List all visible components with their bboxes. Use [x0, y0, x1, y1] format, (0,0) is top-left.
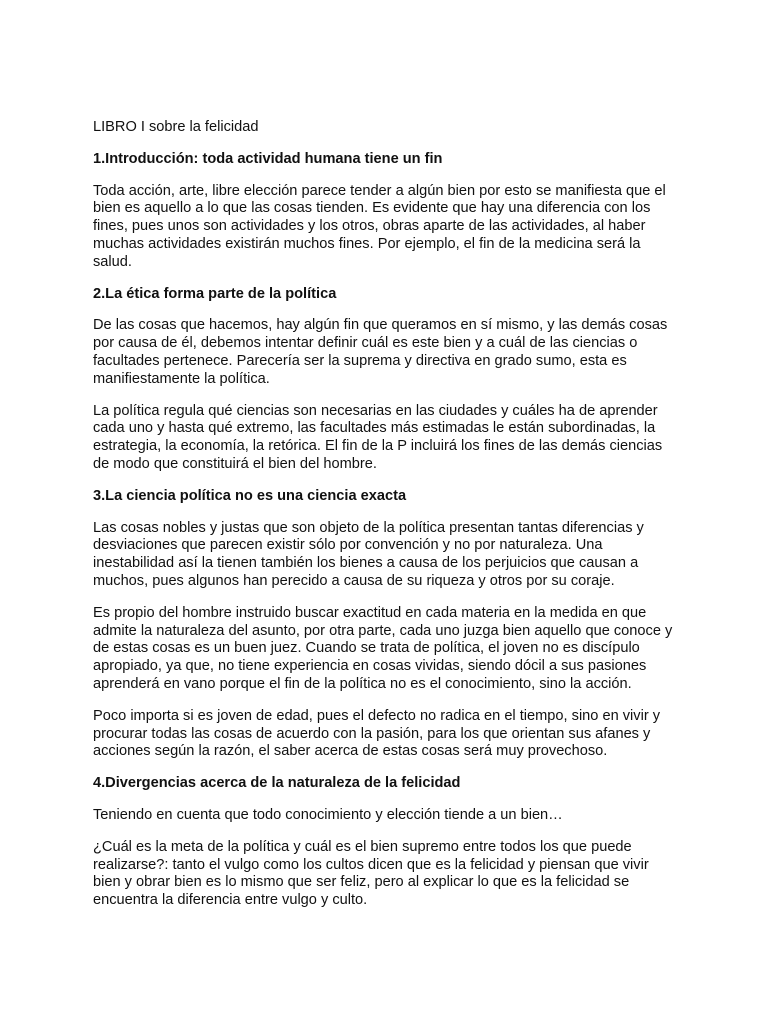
section-2-paragraph-2: La política regula qué ciencias son necesarias en las ciudades y cuáles ha de aprender cada uno y hasta qué extremo, las facultades más estimadas le están subordinadas, la estrategia, la economía, la retórica. El fin de la P incluirá los fines de las demás ciencias de modo que constituirá el bien del hombre. — [93, 402, 663, 472]
section-4-paragraph-2: ¿Cuál es la meta de la política y cuál es el bien supremo entre todos los que puede realizarse?: tanto el vulgo como los cultos dicen que es la felicidad y piensan que vivir bien y obrar bien es lo mismo que ser feliz, pero al explicar lo que es la felicidad se encuentra la diferencia entre vulgo y culto. — [93, 838, 649, 909]
section-heading-3: 3.La ciencia política no es una ciencia exacta — [93, 487, 407, 504]
document-title: LIBRO I sobre la felicidad — [93, 119, 259, 135]
document-body — [93, 119, 678, 924]
section-2-paragraph-1: De las cosas que hacemos, hay algún fin que queramos en sí mismo, y las demás cosas por causa de él, debemos intentar definir cuál es este bien y a cuál de las ciencias o facultades pertenece. Parecería ser la suprema y directiva en grado sumo, esta es manifiestamente la política. — [93, 317, 668, 387]
section-4-paragraph-1: Teniendo en cuenta que todo conocimiento y elección tiende a un bien… — [93, 806, 563, 823]
section-3-paragraph-3: Poco importa si es joven de edad, pues el defecto no radica en el tiempo, sino en vivir y procurar todas las cosas de acuerdo con la pasión, para los que orientan sus afanes y acciones según la razón, el saber acerca de estas cosas será muy provechoso. — [93, 707, 661, 760]
section-heading-1: 1.Introducción: toda actividad humana tiene un fin — [93, 150, 443, 167]
section-3-paragraph-1: Las cosas nobles y justas que son objeto de la política presentan tantas diferencias y desviaciones que parecen existir sólo por convención y no por naturaleza. Una inestabilidad así la tienen también los bienes a causa de los perjuicios que causan a muchos, pues algunos han perecido a causa de su riqueza y otros por su coraje. — [93, 519, 644, 589]
section-heading-4: 4.Divergencias acerca de la naturaleza de la felicidad — [93, 775, 461, 792]
section-1-paragraph-1: Toda acción, arte, libre elección parece tender a algún bien por esto se manifiesta que el bien es aquello a lo que las cosas tienden. Es evidente que hay una diferencia con los fines, pues unos son actividades y los otros, obras aparte de las actividades, al haber muchas actividades existirán muchos fines. Por ejemplo, el fin de la medicina será la salud. — [93, 182, 666, 270]
section-3-paragraph-2: Es propio del hombre instruido buscar exactitud en cada materia en la medida en que admite la naturaleza del asunto, por otra parte, cada uno juzga bien aquello que conoce y de estas cosas es un buen juez. Cuando se trata de política, el joven no es discípulo apropiado, ya que, no tiene experiencia en cosas vividas, siendo dócil a sus pasiones aprenderá en vano porque el fin de la política no es el conocimiento, sino la acción. — [93, 604, 673, 692]
section-heading-2: 2.La ética forma parte de la política — [93, 285, 337, 302]
